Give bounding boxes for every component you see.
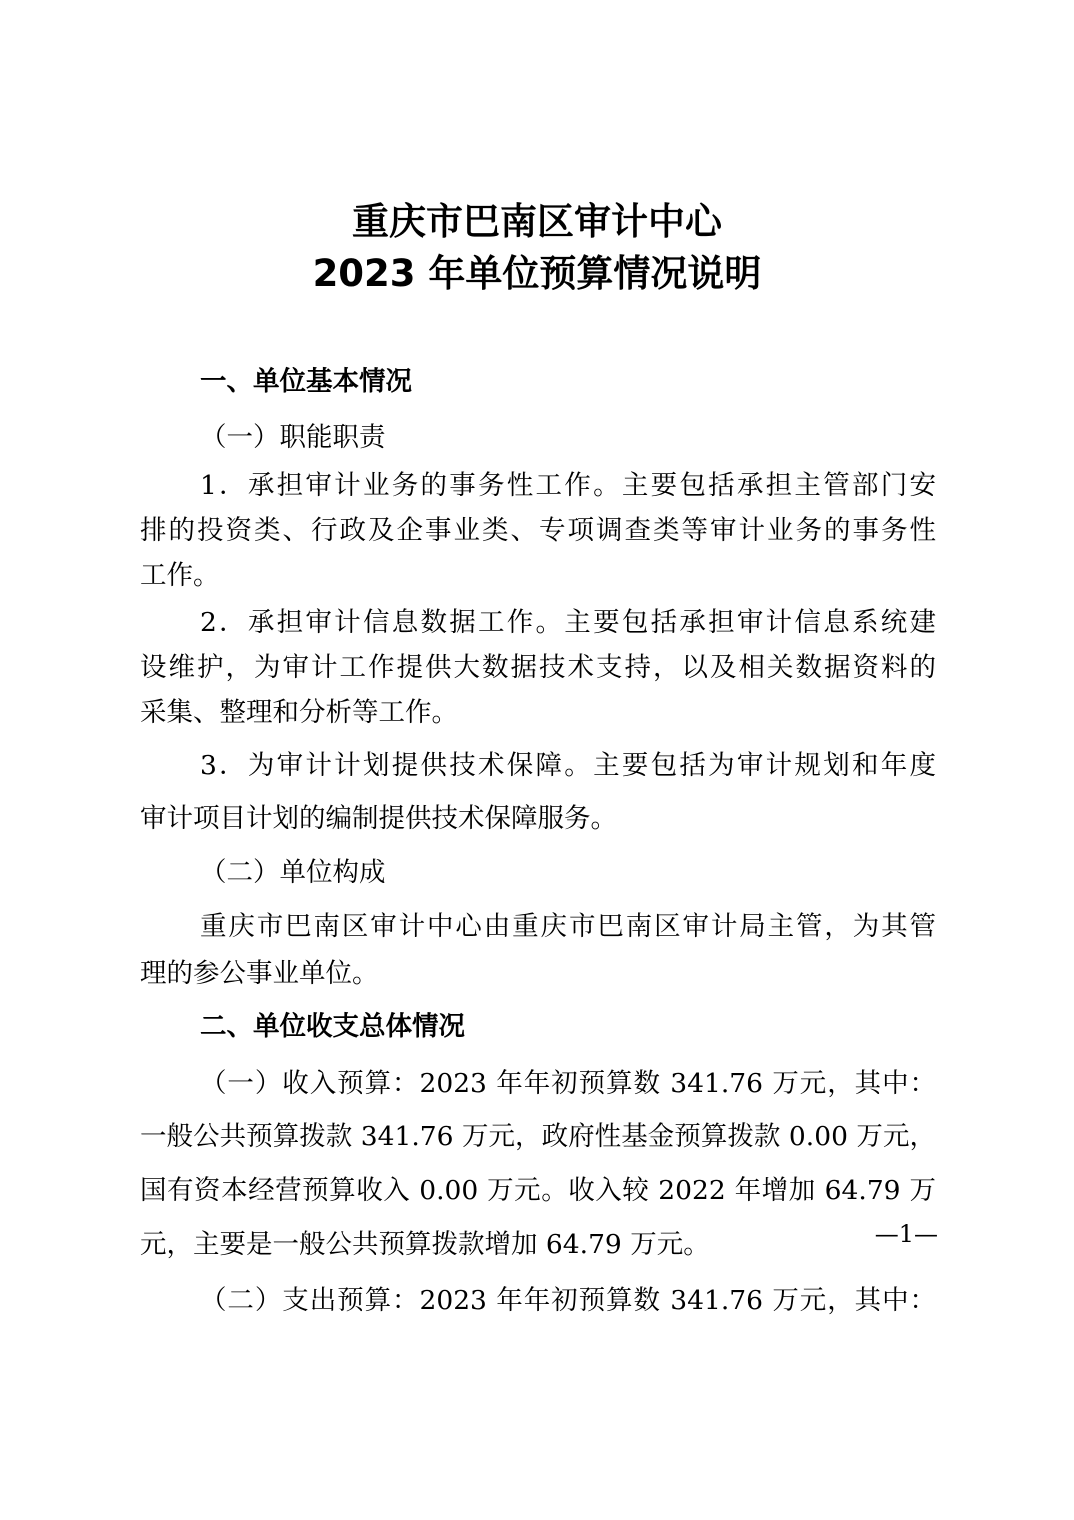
paragraph-line: 一般公共预算拨款 341.76 万元，政府性基金预算拨款 0.00 万元，: [140, 1121, 936, 1152]
subsection-heading-1-2: （二）单位构成: [200, 857, 386, 888]
section-heading-1: 一、单位基本情况: [200, 366, 412, 397]
paragraph-line: 1．承担审计业务的事务性工作。主要包括承担主管部门安: [200, 470, 936, 501]
paragraph-line: 国有资本经营预算收入 0.00 万元。收入较 2022 年增加 64.79 万: [140, 1175, 936, 1206]
paragraph-line: 工作。: [140, 560, 220, 591]
paragraph-line: 3．为审计计划提供技术保障。主要包括为审计规划和年度: [200, 750, 936, 781]
paragraph-line: 采集、整理和分析等工作。: [140, 697, 458, 728]
paragraph-line: 重庆市巴南区审计中心由重庆市巴南区审计局主管，为其管: [200, 911, 936, 942]
paragraph-line: 排的投资类、行政及企事业类、专项调查类等审计业务的事务性: [140, 515, 936, 546]
paragraph-line: （一）收入预算：2023 年年初预算数 341.76 万元，其中：: [200, 1068, 936, 1099]
paragraph-line: 审计项目计划的编制提供技术保障服务。: [140, 803, 617, 834]
paragraph-line: 理的参公事业单位。: [140, 958, 379, 989]
paragraph-line: 元，主要是一般公共预算拨款增加 64.79 万元。: [140, 1229, 710, 1260]
document-title-line-2: 2023 年单位预算情况说明: [312, 252, 762, 295]
paragraph-line: 2．承担审计信息数据工作。主要包括承担审计信息系统建: [200, 607, 936, 638]
section-heading-2: 二、单位收支总体情况: [200, 1011, 465, 1042]
paragraph-line: 设维护，为审计工作提供大数据技术支持，以及相关数据资料的: [140, 652, 936, 683]
subsection-heading-1-1: （一）职能职责: [200, 422, 386, 453]
paragraph-line: （二）支出预算：2023 年年初预算数 341.76 万元，其中：: [200, 1285, 936, 1316]
document-title-line-1: 重庆市巴南区审计中心: [352, 200, 722, 243]
page-number: —1—: [874, 1220, 938, 1248]
